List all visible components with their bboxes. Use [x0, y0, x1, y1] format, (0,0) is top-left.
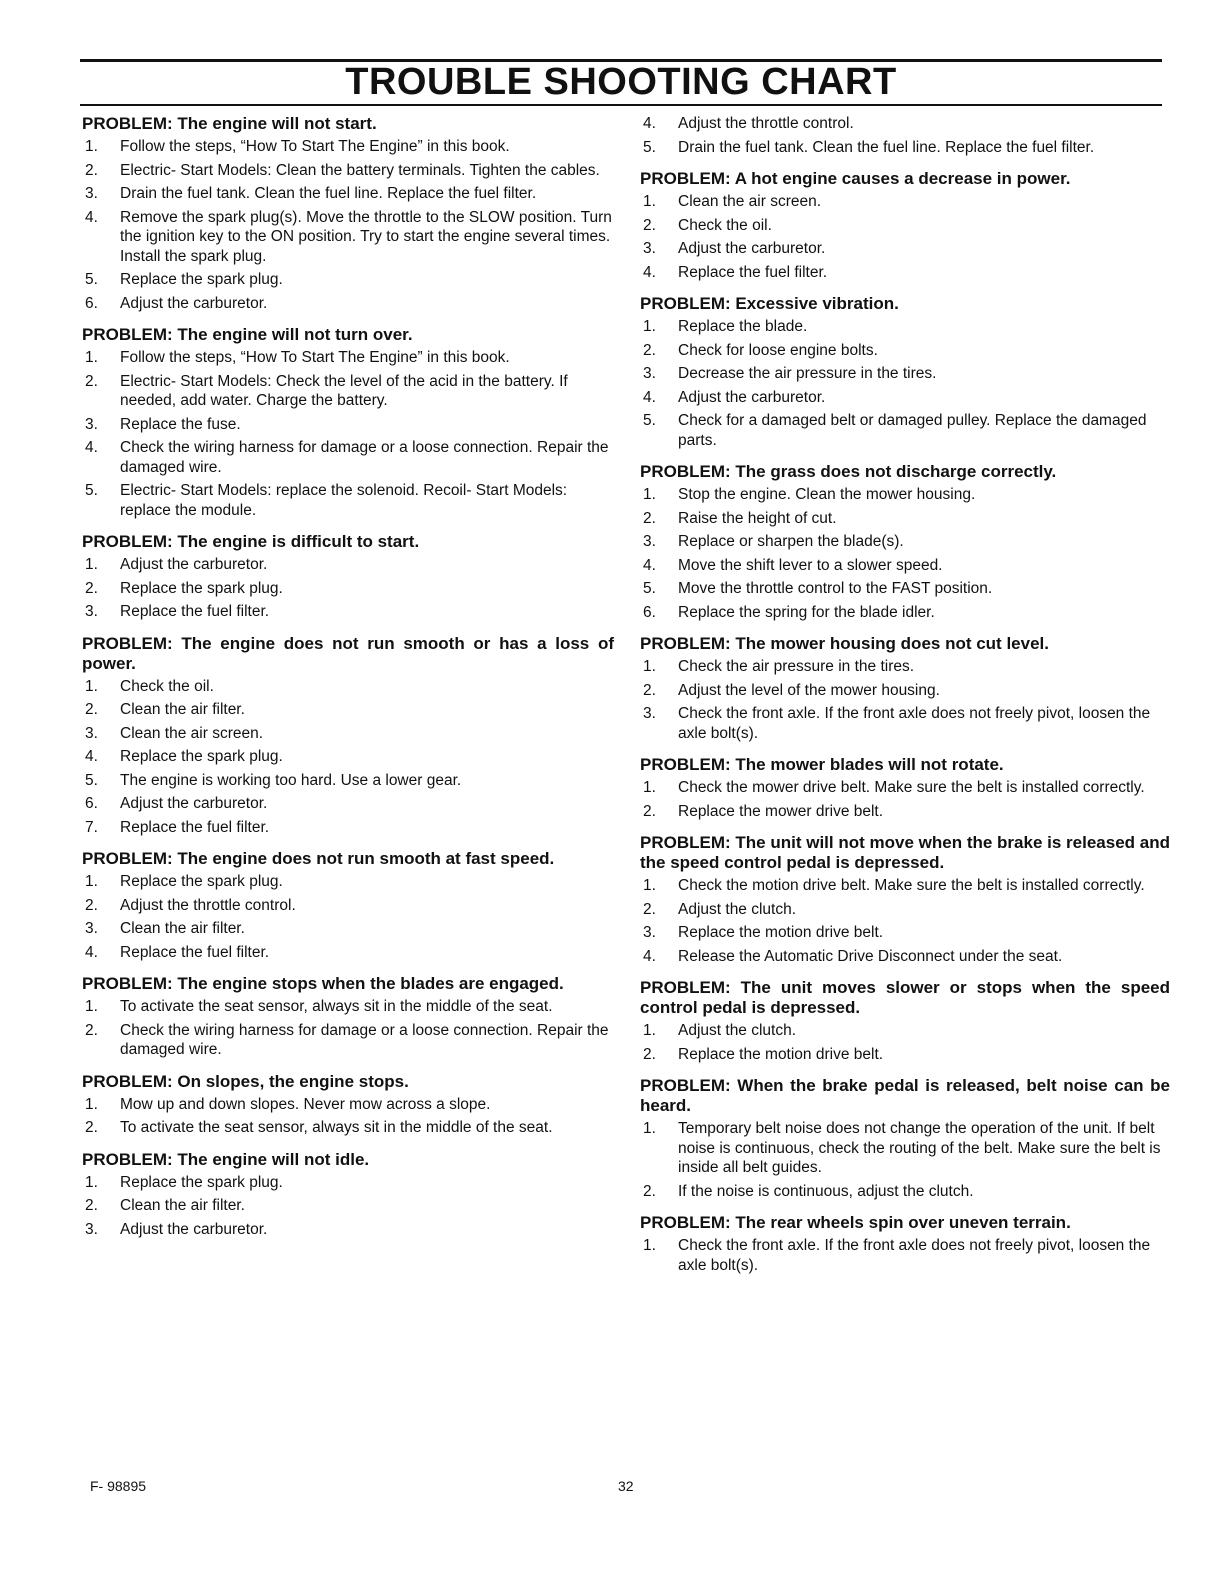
step-number: 2. [643, 341, 656, 359]
problem-section [640, 1213, 1170, 1275]
solution-item [640, 192, 1170, 212]
solution-item [82, 1118, 614, 1138]
problem-section [82, 974, 614, 1060]
problem-heading: PROBLEM: The unit moves slower or stops when the speed control pedal is depressed. [640, 978, 1170, 1017]
step-number: 2. [643, 900, 656, 918]
solution-item [82, 872, 614, 892]
step-text: Clean the air screen. [678, 193, 822, 210]
step-number: 2. [643, 509, 656, 527]
step-text: Follow the steps, “How To Start The Engine” in this book. [120, 138, 510, 155]
solution-list [82, 348, 614, 520]
step-text: Drain the fuel tank. Clean the fuel line. Replace the fuel filter. [120, 185, 537, 202]
step-number: 1. [643, 1022, 656, 1039]
solution-list [82, 872, 614, 962]
solution-item [82, 896, 614, 916]
step-number: 5. [85, 482, 98, 499]
solution-item [640, 1119, 1170, 1178]
step-number: 6. [85, 294, 98, 312]
step-text: Replace the spring for the blade idler. [678, 603, 935, 621]
step-text: Electric- Start Models: Clean the battery terminals. Tighten the cables. [120, 161, 600, 179]
step-number: 2. [85, 701, 98, 718]
solution-item [82, 747, 614, 767]
solution-item [82, 919, 614, 939]
problem-heading: PROBLEM: The engine will not turn over. [82, 325, 413, 344]
solution-item [640, 239, 1170, 259]
problem-heading: PROBLEM: The engine is difficult to start. [82, 532, 420, 551]
solution-item [640, 876, 1170, 896]
solution-item [82, 677, 614, 697]
step-text: Electric- Start Models: Check the level of the acid in the battery. If needed, add water. Charge the battery. [120, 372, 568, 409]
solution-item [82, 1095, 614, 1115]
step-number: 2. [85, 579, 98, 597]
step-number: 1. [643, 1120, 656, 1137]
solution-list [82, 1095, 614, 1138]
step-text: Move the throttle control to the FAST position. [678, 580, 993, 597]
solution-item [82, 1196, 614, 1216]
step-number: 7. [85, 818, 98, 836]
problem-heading: PROBLEM: The unit will not move when the brake is released and the speed control pedal is depressed. [640, 833, 1170, 872]
step-number: 2. [85, 1197, 98, 1214]
solution-item [640, 216, 1170, 236]
step-text: Check the mower drive belt. Make sure the belt is installed correctly. [678, 779, 1145, 796]
solution-item [82, 818, 614, 838]
problem-section [640, 114, 1170, 157]
solution-list [82, 997, 614, 1060]
step-text: Electric- Start Models: replace the solenoid. Recoil- Start Models: replace the module. [120, 482, 568, 519]
step-number: 3. [85, 603, 98, 620]
problem-heading: PROBLEM: The engine does not run smooth or has a loss of power. [82, 633, 614, 673]
step-number: 2. [85, 1021, 98, 1039]
solution-item [82, 161, 614, 181]
solution-item [640, 1236, 1170, 1275]
step-number: 6. [643, 603, 656, 621]
solution-item [640, 509, 1170, 529]
step-number: 1. [643, 486, 656, 503]
step-number: 2. [643, 1045, 656, 1063]
solution-item [640, 263, 1170, 283]
step-number: 1. [85, 556, 98, 573]
solution-item [640, 485, 1170, 505]
step-text: Decrease the air pressure in the tires. [678, 365, 937, 382]
step-number: 2. [643, 216, 656, 234]
solution-item [82, 415, 614, 435]
solution-item [82, 1173, 614, 1193]
step-text: Check for a damaged belt or damaged pulley. Replace the damaged parts. [678, 412, 1147, 449]
left-column [82, 114, 614, 1251]
step-number: 1. [85, 873, 98, 890]
problem-section [640, 169, 1170, 282]
solution-item [640, 704, 1170, 743]
step-text: Adjust the clutch. [678, 1022, 797, 1039]
step-text: Replace the fuel filter. [120, 603, 270, 620]
solution-item [82, 943, 614, 963]
solution-list [640, 485, 1170, 622]
step-number: 1. [643, 779, 656, 796]
step-text: Clean the air filter. [120, 701, 245, 718]
step-text: Check the oil. [678, 216, 772, 234]
step-number: 1. [85, 349, 98, 366]
problem-section [640, 755, 1170, 821]
solution-item [82, 270, 614, 290]
solution-item [82, 438, 614, 477]
solution-list [640, 1119, 1170, 1201]
problem-section [82, 532, 614, 622]
solution-list [82, 555, 614, 622]
step-text: Replace the motion drive belt. [678, 1045, 884, 1063]
step-text: Check the motion drive belt. Make sure the belt is installed correctly. [678, 877, 1145, 894]
step-text: Replace or sharpen the blade(s). [678, 533, 904, 550]
step-number: 2. [85, 372, 98, 390]
step-text: To activate the seat sensor, always sit in the middle of the seat. [120, 1119, 553, 1136]
step-text: Adjust the level of the mower housing. [678, 681, 940, 699]
step-number: 3. [643, 705, 656, 722]
problem-heading: PROBLEM: The mower blades will not rotate. [640, 755, 1004, 774]
step-number: 3. [85, 185, 98, 202]
problem-section [640, 462, 1170, 622]
solution-list [640, 778, 1170, 821]
step-number: 5. [85, 271, 98, 288]
step-text: Adjust the carburetor. [120, 294, 268, 312]
problem-heading: PROBLEM: On slopes, the engine stops. [82, 1071, 409, 1091]
solution-list [82, 1173, 614, 1240]
step-text: The engine is working too hard. Use a lower gear. [120, 771, 462, 789]
solution-item [640, 114, 1170, 134]
step-text: Replace the fuel filter. [120, 818, 270, 836]
step-number: 1. [85, 1095, 98, 1113]
solution-item [82, 1220, 614, 1240]
step-text: Check the front axle. If the front axle does not freely pivot, loosen the axle bolt(s). [678, 1237, 1151, 1274]
step-text: Follow the steps, “How To Start The Engine” in this book. [120, 349, 510, 366]
step-text: Drain the fuel tank. Clean the fuel line. Replace the fuel filter. [678, 138, 1095, 156]
step-text: Stop the engine. Clean the mower housing. [678, 486, 976, 503]
problem-section [82, 849, 614, 962]
solution-item [640, 947, 1170, 967]
step-text: Adjust the carburetor. [678, 388, 826, 406]
step-number: 5. [643, 138, 656, 156]
solution-item [82, 794, 614, 814]
problem-section [640, 1076, 1170, 1201]
step-number: 6. [85, 795, 98, 812]
step-number: 4. [643, 115, 656, 132]
solution-item [82, 1021, 614, 1060]
step-number: 1. [85, 1173, 98, 1191]
step-number: 1. [643, 193, 656, 210]
solution-item [640, 138, 1170, 158]
problem-section [82, 325, 614, 520]
solution-item [640, 900, 1170, 920]
step-number: 1. [643, 658, 656, 675]
problem-heading: PROBLEM: The engine stops when the blades are engaged. [82, 974, 564, 993]
step-number: 5. [643, 580, 656, 597]
step-text: Replace the fuel filter. [678, 263, 828, 281]
solution-list [82, 137, 614, 313]
step-number: 3. [643, 533, 656, 550]
solution-item [640, 657, 1170, 677]
solution-list [640, 1236, 1170, 1275]
problem-section [640, 634, 1170, 743]
step-text: Adjust the carburetor. [120, 795, 268, 812]
step-number: 1. [85, 998, 98, 1015]
step-number: 3. [643, 240, 656, 257]
step-text: Replace the motion drive belt. [678, 924, 884, 941]
step-text: Temporary belt noise does not change the operation of the unit. If belt noise is continuous, check the routing of the belt. Make sure the belt is inside all belt guides. [678, 1120, 1161, 1176]
step-text: Replace the spark plug. [120, 1173, 283, 1191]
problem-section [82, 634, 614, 838]
solution-item [640, 411, 1170, 450]
step-number: 4. [85, 943, 98, 961]
problem-heading: PROBLEM: The mower housing does not cut level. [640, 634, 1049, 653]
step-text: To activate the seat sensor, always sit in the middle of the seat. [120, 998, 553, 1015]
step-number: 1. [85, 138, 98, 155]
solution-item [82, 348, 614, 368]
step-text: Raise the height of cut. [678, 509, 837, 527]
solution-list [640, 876, 1170, 966]
solution-list [640, 657, 1170, 743]
step-number: 2. [85, 896, 98, 914]
solution-item [82, 997, 614, 1017]
step-number: 2. [85, 1119, 98, 1136]
page-title: TROUBLE SHOOTING CHART [345, 61, 897, 103]
solution-item [640, 681, 1170, 701]
solution-list [640, 1021, 1170, 1064]
step-text: Check the wiring harness for damage or a loose connection. Repair the damaged wire. [120, 1021, 609, 1058]
step-number: 1. [643, 1237, 656, 1254]
step-text: Check the front axle. If the front axle does not freely pivot, loosen the axle bolt(s). [678, 705, 1151, 742]
step-number: 3. [643, 365, 656, 382]
problem-section [640, 978, 1170, 1064]
step-number: 3. [85, 920, 98, 937]
problem-section [82, 1150, 614, 1240]
solution-item [82, 700, 614, 720]
step-number: 4. [85, 208, 98, 226]
step-number: 3. [85, 415, 98, 433]
step-text: Check for loose engine bolts. [678, 341, 878, 359]
step-text: Replace the spark plug. [120, 873, 283, 890]
step-number: 2. [85, 161, 98, 179]
solution-item [82, 579, 614, 599]
problem-section [82, 114, 614, 313]
step-text: Replace the fuel filter. [120, 943, 270, 961]
step-number: 1. [85, 677, 98, 695]
step-number: 5. [643, 412, 656, 429]
problem-heading: PROBLEM: The grass does not discharge correctly. [640, 462, 1057, 481]
step-text: Adjust the carburetor. [120, 556, 268, 573]
title-rule-bottom [80, 104, 1162, 106]
solution-list [82, 677, 614, 838]
step-text: Adjust the carburetor. [120, 1220, 268, 1238]
step-text: Replace the spark plug. [120, 271, 283, 288]
step-number: 4. [643, 388, 656, 406]
problem-section [640, 833, 1170, 966]
solution-item [640, 1021, 1170, 1041]
step-number: 3. [85, 1220, 98, 1238]
solution-item [640, 532, 1170, 552]
step-number: 3. [85, 724, 98, 742]
step-number: 1. [643, 877, 656, 894]
step-text: Replace the spark plug. [120, 579, 283, 597]
step-text: Remove the spark plug(s). Move the throttle to the SLOW position. Turn the ignition key to the ON position. Try to start the engine several times. Install the spark plug. [120, 208, 612, 265]
solution-item [640, 341, 1170, 361]
step-text: Replace the blade. [678, 318, 808, 335]
problem-section [82, 1072, 614, 1138]
solution-item [82, 724, 614, 744]
step-number: 4. [643, 263, 656, 281]
step-number: 3. [643, 924, 656, 941]
step-number: 4. [85, 748, 98, 765]
solution-item [640, 603, 1170, 623]
step-number: 2. [643, 1182, 656, 1200]
solution-item [640, 1045, 1170, 1065]
solution-item [82, 208, 614, 267]
step-text: Replace the mower drive belt. [678, 802, 884, 820]
step-text: Adjust the throttle control. [120, 896, 296, 914]
step-text: If the noise is continuous, adjust the clutch. [678, 1182, 974, 1200]
step-number: 1. [643, 318, 656, 335]
problem-heading: PROBLEM: A hot engine causes a decrease in power. [640, 169, 1071, 188]
solution-item [640, 923, 1170, 943]
solution-item [82, 294, 614, 314]
solution-list [640, 317, 1170, 450]
solution-item [640, 364, 1170, 384]
step-text: Adjust the carburetor. [678, 240, 826, 257]
step-text: Adjust the clutch. [678, 900, 797, 918]
step-text: Check the air pressure in the tires. [678, 658, 915, 675]
solution-item [82, 771, 614, 791]
right-column [640, 114, 1170, 1287]
solution-item [640, 778, 1170, 798]
step-text: Replace the fuse. [120, 415, 241, 433]
step-text: Mow up and down slopes. Never mow across a slope. [120, 1095, 491, 1113]
problem-heading: PROBLEM: The engine does not run smooth at fast speed. [82, 849, 555, 868]
step-text: Clean the air filter. [120, 1197, 245, 1214]
solution-item [82, 602, 614, 622]
problem-heading: PROBLEM: The engine will not idle. [82, 1149, 370, 1169]
step-text: Move the shift lever to a slower speed. [678, 556, 943, 574]
solution-item [640, 556, 1170, 576]
solution-item [82, 137, 614, 157]
page-number: 32 [618, 1478, 634, 1494]
problem-section [640, 294, 1170, 450]
solution-list [640, 192, 1170, 282]
step-text: Check the oil. [120, 677, 214, 695]
step-text: Release the Automatic Drive Disconnect under the seat. [678, 947, 1063, 965]
solution-item [82, 372, 614, 411]
step-text: Clean the air screen. [120, 724, 264, 742]
document-code: F- 98895 [90, 1478, 147, 1494]
solution-item [82, 555, 614, 575]
step-text: Adjust the throttle control. [678, 115, 854, 132]
solution-item [82, 481, 614, 520]
solution-item [640, 388, 1170, 408]
solution-item [82, 184, 614, 204]
step-number: 5. [85, 771, 98, 789]
solution-list [640, 114, 1170, 157]
step-number: 4. [643, 556, 656, 574]
solution-item [640, 579, 1170, 599]
step-text: Check the wiring harness for damage or a loose connection. Repair the damaged wire. [120, 439, 609, 476]
problem-heading: PROBLEM: The rear wheels spin over uneven terrain. [640, 1213, 1071, 1232]
step-text: Replace the spark plug. [120, 748, 283, 765]
step-text: Clean the air filter. [120, 920, 245, 937]
solution-item [640, 1182, 1170, 1202]
solution-item [640, 802, 1170, 822]
solution-item [640, 317, 1170, 337]
step-number: 2. [643, 802, 656, 820]
step-number: 4. [643, 947, 656, 965]
step-number: 2. [643, 681, 656, 699]
problem-heading: PROBLEM: Excessive vibration. [640, 294, 899, 313]
step-number: 4. [85, 439, 98, 456]
problem-heading: PROBLEM: When the brake pedal is released, belt noise can be heard. [640, 1076, 1170, 1115]
problem-heading: PROBLEM: The engine will not start. [82, 114, 377, 133]
